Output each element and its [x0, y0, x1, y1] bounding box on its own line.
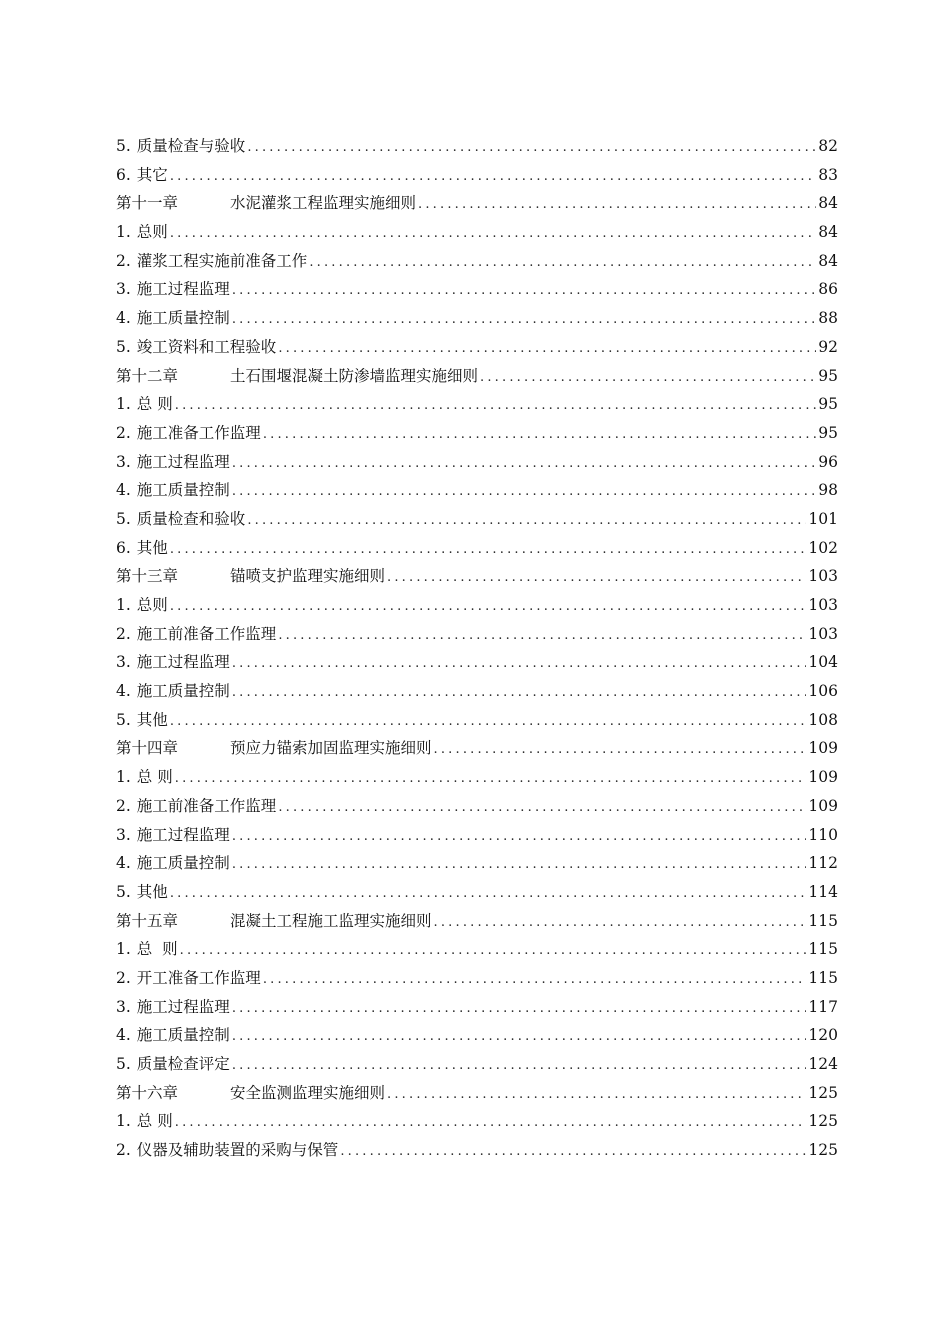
toc-entry-number: 5.: [116, 137, 131, 155]
toc-section-entry[interactable]: [116, 935, 838, 964]
toc-section-entry[interactable]: [116, 333, 838, 362]
toc-chapter-entry[interactable]: [116, 362, 838, 391]
toc-section-entry[interactable]: [116, 993, 838, 1022]
toc-entry-title: [116, 907, 432, 936]
toc-section-entry[interactable]: [116, 448, 838, 477]
dot-leader: [261, 966, 807, 993]
toc-entry-text: 施工质量控制: [136, 1026, 230, 1045]
toc-entry-title: [116, 390, 173, 419]
toc-page-number: 82: [818, 137, 838, 155]
toc-entry-number: 4.: [116, 854, 131, 873]
toc-section-entry[interactable]: [116, 275, 838, 304]
toc-page-number: 101: [808, 509, 838, 528]
toc-entry-text: 预应力锚索加固监理实施细则: [230, 739, 432, 758]
toc-entry-text: 土石围堰混凝土防渗墙监理实施细则: [230, 366, 479, 385]
toc-entry-number: 6.: [116, 538, 131, 557]
toc-entry-number: 5.: [116, 337, 131, 356]
toc-page-number: 115: [808, 940, 838, 959]
toc-entry-title: [116, 964, 261, 993]
toc-page-number: 102: [808, 538, 838, 557]
dot-leader: [168, 220, 816, 247]
dot-leader: [276, 794, 806, 821]
toc-entry-title: [116, 218, 168, 247]
toc-entry-number: 第十三章: [116, 567, 179, 586]
dot-leader: [478, 364, 816, 391]
toc-section-entry[interactable]: [116, 706, 838, 735]
toc-entry-text: 混凝土工程施工监理实施细则: [230, 911, 432, 930]
toc-entry-number: 第十五章: [116, 911, 179, 930]
toc-section-entry[interactable]: [116, 476, 838, 505]
dot-leader: [173, 1109, 807, 1136]
toc-entry-text: 其他: [136, 710, 168, 729]
dot-leader: [245, 134, 816, 161]
toc-entry-text: 锚喷支护监理实施细则: [230, 567, 386, 586]
toc-entry-title: [116, 362, 478, 391]
toc-entry-title: [116, 677, 230, 706]
toc-entry-number: 3.: [116, 452, 131, 471]
dot-leader: [230, 1023, 807, 1050]
toc-page-number: 115: [808, 968, 838, 987]
toc-entry-title: [116, 476, 230, 505]
dot-leader: [432, 736, 807, 763]
toc-entry-title: [116, 562, 385, 591]
toc-entry-number: 4.: [116, 682, 131, 701]
dot-leader: [432, 909, 807, 936]
toc-page-number: 125: [808, 1083, 838, 1102]
toc-entry-text: 施工过程监理: [136, 653, 230, 672]
toc-entry-text: 其它: [136, 165, 168, 184]
toc-page-number: 112: [808, 854, 838, 873]
toc-section-entry[interactable]: [116, 591, 838, 620]
toc-page-number: 84: [818, 251, 838, 270]
toc-entry-number: 6.: [116, 165, 131, 184]
toc-section-entry[interactable]: [116, 419, 838, 448]
toc-entry-number: 3.: [116, 997, 131, 1016]
toc-page-number: 115: [808, 911, 838, 930]
toc-entry-text: 施工过程监理: [136, 825, 230, 844]
toc-section-entry[interactable]: [116, 1021, 838, 1050]
toc-entry-text: 总则: [136, 223, 168, 242]
dot-leader: [230, 478, 816, 505]
dot-leader: [261, 421, 816, 448]
toc-page-number: 109: [808, 768, 838, 787]
toc-entry-text: 其他: [136, 882, 168, 901]
toc-chapter-entry[interactable]: [116, 189, 838, 218]
toc-entry-number: 2.: [116, 968, 131, 987]
dot-leader: [168, 593, 807, 620]
toc-page-number: 103: [808, 567, 838, 586]
toc-page-number: 109: [808, 796, 838, 815]
toc-entry-number: 4.: [116, 309, 131, 328]
dot-leader: [230, 650, 807, 677]
dot-leader: [385, 564, 806, 591]
toc-entry-number: 3.: [116, 653, 131, 672]
dot-leader: [230, 450, 816, 477]
toc-chapter-entry[interactable]: [116, 562, 838, 591]
toc-entry-number: 5.: [116, 882, 131, 901]
toc-page-number: 103: [808, 596, 838, 614]
dot-leader: [276, 335, 816, 362]
toc-entry-number: 2.: [116, 624, 131, 643]
dot-leader: [276, 622, 806, 649]
toc-page-number: 117: [808, 997, 838, 1016]
dot-leader: [168, 536, 807, 563]
toc-entry-number: 第十六章: [116, 1083, 179, 1102]
toc-entry-text: 总则: [136, 596, 168, 614]
toc-entry-number: 2.: [116, 1141, 131, 1160]
toc-section-entry[interactable]: [116, 161, 838, 190]
toc-page-number: 84: [818, 194, 838, 213]
toc-entry-number: 2.: [116, 796, 131, 815]
toc-section-entry[interactable]: [116, 763, 838, 792]
dot-leader: [385, 1081, 806, 1108]
toc-entry-text: 安全监测监理实施细则: [230, 1083, 386, 1102]
toc-section-entry[interactable]: [116, 1107, 838, 1136]
toc-section-entry[interactable]: [116, 821, 838, 850]
dot-leader: [230, 277, 816, 304]
toc-entry-number: 3.: [116, 825, 131, 844]
toc-entry-text: 施工质量控制: [136, 854, 230, 873]
dot-leader: [338, 1138, 806, 1165]
toc-entry-text: 质量检查评定: [136, 1055, 230, 1073]
toc-entry-title: [116, 448, 230, 477]
dot-leader: [416, 191, 816, 218]
toc-page-number: 106: [808, 682, 838, 701]
toc-entry-number: 5.: [116, 1055, 131, 1073]
toc-entry-number: 5.: [116, 509, 131, 528]
dot-leader: [168, 708, 807, 735]
toc-entry-number: 第十一章: [116, 194, 179, 213]
toc-entry-title: [116, 304, 230, 333]
toc-entry-text: 水泥灌浆工程监理实施细则: [230, 194, 417, 213]
toc-entry-title: [116, 648, 230, 677]
toc-section-entry[interactable]: [116, 247, 838, 276]
toc-entry-title: [116, 591, 168, 620]
toc-section-entry[interactable]: [116, 792, 838, 821]
table-of-contents: [116, 132, 838, 1165]
toc-entry-title: [116, 419, 261, 448]
toc-entry-text: 施工准备工作监理: [136, 423, 261, 442]
toc-entry-title: [116, 161, 168, 190]
toc-entry-text: 总 则: [136, 1112, 173, 1131]
toc-section-entry[interactable]: [116, 677, 838, 706]
toc-entry-number: 第十四章: [116, 739, 179, 758]
toc-entry-text: 仪器及辅助装置的采购与保管: [136, 1141, 339, 1160]
toc-section-entry[interactable]: [116, 620, 838, 649]
dot-leader: [307, 249, 816, 276]
toc-section-entry[interactable]: [116, 505, 838, 534]
toc-entry-text: 总 则: [136, 395, 173, 414]
toc-page-number: 96: [818, 452, 838, 471]
toc-page-number: 88: [818, 309, 838, 328]
dot-leader: [230, 995, 807, 1022]
toc-section-entry[interactable]: [116, 849, 838, 878]
toc-page-number: 124: [808, 1055, 838, 1073]
toc-entry-number: 2.: [116, 423, 131, 442]
dot-leader: [230, 1052, 807, 1079]
toc-section-entry[interactable]: [116, 304, 838, 333]
toc-entry-text: 开工准备工作监理: [136, 968, 261, 987]
toc-section-entry[interactable]: [116, 534, 838, 563]
toc-chapter-entry[interactable]: [116, 1079, 838, 1108]
toc-entry-text: 施工质量控制: [136, 309, 230, 328]
toc-section-entry[interactable]: [116, 1050, 838, 1079]
toc-section-entry[interactable]: [116, 964, 838, 993]
toc-entry-title: [116, 247, 307, 276]
dot-leader: [168, 163, 816, 190]
toc-entry-text: 总 则: [136, 768, 173, 787]
toc-page-number: 86: [818, 280, 838, 299]
toc-section-entry[interactable]: [116, 1136, 838, 1165]
toc-entry-number: 2.: [116, 251, 131, 270]
toc-page-number: 84: [818, 223, 838, 242]
toc-entry-number: 1.: [116, 223, 131, 242]
toc-entry-number: 1.: [116, 1112, 131, 1131]
toc-page-number: 83: [818, 165, 838, 184]
toc-entry-title: [116, 1050, 230, 1079]
dot-leader: [178, 937, 807, 964]
dot-leader: [230, 306, 816, 333]
toc-entry-title: [116, 1079, 385, 1108]
toc-entry-number: 4.: [116, 481, 131, 500]
toc-page-number: 103: [808, 624, 838, 643]
toc-entry-text: 施工过程监理: [136, 280, 230, 299]
toc-entry-number: 1.: [116, 395, 131, 414]
toc-entry-number: 3.: [116, 280, 131, 299]
toc-page-number: 95: [818, 423, 838, 442]
toc-entry-title: [116, 763, 173, 792]
toc-entry-number: 1.: [116, 940, 131, 959]
toc-entry-number: 1.: [116, 596, 131, 614]
toc-entry-title: [116, 333, 276, 362]
toc-page-number: 92: [818, 337, 838, 356]
dot-leader: [230, 823, 807, 850]
toc-entry-text: 其他: [136, 538, 168, 557]
toc-entry-title: [116, 620, 276, 649]
toc-section-entry[interactable]: [116, 878, 838, 907]
toc-entry-text: 质量检查和验收: [136, 509, 246, 528]
toc-entry-title: [116, 1107, 173, 1136]
toc-entry-text: 竣工资料和工程验收: [136, 337, 277, 356]
toc-entry-text: 施工前准备工作监理: [136, 624, 277, 643]
dot-leader: [230, 851, 807, 878]
toc-entry-text: 灌浆工程实施前准备工作: [136, 251, 308, 270]
toc-entry-text: 施工质量控制: [136, 481, 230, 500]
toc-page-number: 125: [808, 1112, 838, 1131]
toc-page-number: 109: [808, 739, 838, 758]
toc-page-number: 98: [818, 481, 838, 500]
toc-section-entry[interactable]: [116, 132, 838, 161]
dot-leader: [173, 765, 807, 792]
toc-entry-title: [116, 1021, 230, 1050]
toc-entry-title: [116, 505, 245, 534]
dot-leader: [168, 880, 807, 907]
dot-leader: [173, 392, 817, 419]
toc-entry-number: 第十二章: [116, 366, 179, 385]
toc-entry-title: [116, 534, 168, 563]
toc-entry-title: [116, 935, 178, 964]
toc-entry-title: [116, 792, 276, 821]
toc-entry-title: [116, 878, 168, 907]
toc-entry-text: 施工前准备工作监理: [136, 796, 277, 815]
toc-page-number: 104: [808, 653, 838, 672]
toc-entry-number: 1.: [116, 768, 131, 787]
toc-page-number: 110: [808, 825, 838, 844]
toc-entry-title: [116, 734, 432, 763]
toc-chapter-entry[interactable]: [116, 907, 838, 936]
toc-entry-number: 4.: [116, 1026, 131, 1045]
dot-leader: [245, 507, 806, 534]
toc-page-number: 114: [808, 882, 838, 901]
toc-page-number: 125: [808, 1141, 838, 1160]
toc-section-entry[interactable]: [116, 648, 838, 677]
toc-chapter-entry[interactable]: [116, 734, 838, 763]
toc-entry-text: 施工质量控制: [136, 682, 230, 701]
toc-entry-number: 5.: [116, 710, 131, 729]
toc-entry-text: 质量检查与验收: [136, 137, 246, 155]
toc-entry-title: [116, 275, 230, 304]
toc-entry-title: [116, 993, 230, 1022]
toc-entry-title: [116, 821, 230, 850]
toc-entry-text: 总 则: [136, 940, 178, 959]
toc-entry-text: 施工过程监理: [136, 452, 230, 471]
toc-page-number: 95: [818, 395, 838, 414]
toc-entry-title: [116, 706, 168, 735]
toc-entry-text: 施工过程监理: [136, 997, 230, 1016]
toc-page-number: 108: [808, 710, 838, 729]
toc-section-entry[interactable]: [116, 218, 838, 247]
toc-entry-title: [116, 849, 230, 878]
toc-page-number: 95: [818, 366, 838, 385]
toc-entry-title: [116, 189, 416, 218]
toc-section-entry[interactable]: [116, 390, 838, 419]
dot-leader: [230, 679, 807, 706]
toc-page-number: 120: [808, 1026, 838, 1045]
toc-entry-title: [116, 132, 245, 161]
toc-entry-title: [116, 1136, 338, 1165]
